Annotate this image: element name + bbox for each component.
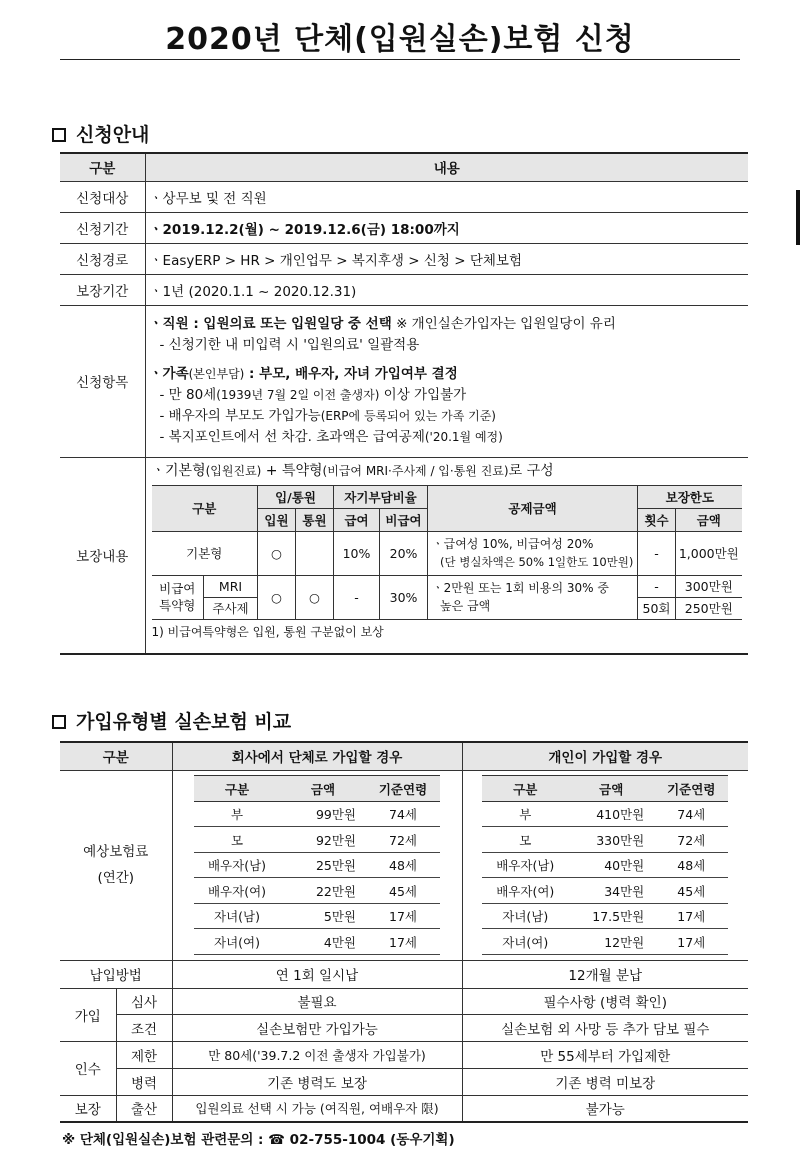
rider-out: ○ — [296, 575, 334, 619]
basic-deduct-line1: ㆍ급여성 10%, 비급여성 20% — [432, 537, 594, 551]
rider-mri-amount: 300만원 — [676, 575, 742, 597]
premium-label-line2: (연간) — [97, 870, 135, 886]
limit-individual: 만 55세부터 가입제한 — [462, 1041, 748, 1068]
basic-plan-name: 기본형 — [152, 531, 258, 575]
header-category: 구분 — [60, 153, 145, 181]
rider-noncovered: 30% — [380, 575, 428, 619]
group-age: 74세 — [366, 801, 440, 827]
limit-label: 제한 — [116, 1041, 172, 1068]
coverage-header-covered: 급여 — [334, 508, 380, 531]
table-row — [194, 827, 440, 853]
coverage-header-category: 구분 — [152, 485, 258, 531]
section-heading-comparison: 가입유형별 실손보험 비교 — [52, 707, 291, 734]
table-row — [194, 878, 440, 904]
basic-deduct — [428, 531, 638, 575]
basic-deduct-line2: (단 병실차액은 50% 1일한도 10만원) — [440, 555, 634, 569]
group-amount: 4만원 — [280, 929, 366, 955]
rider-in: ○ — [258, 575, 296, 619]
table-row — [482, 827, 728, 853]
coverage-header-in: 입원 — [258, 508, 296, 531]
employee-note: ※ 개인실손가입자는 입원일당이 유리 — [396, 316, 616, 332]
rider-deduct — [428, 575, 638, 619]
group-amount: 22만원 — [280, 878, 366, 904]
row-value-period: ㆍ2019.12.2(월) ~ 2019.12.6(금) 18:00까지 — [145, 212, 748, 243]
limit-group: 만 80세('39.7.2 이전 출생자 가입불가) — [172, 1041, 462, 1068]
group-who: 부 — [194, 801, 280, 827]
individual-mini-header-category: 구분 — [482, 776, 568, 802]
group-age: 17세 — [366, 903, 440, 929]
group-mini-header-category: 구분 — [194, 776, 280, 802]
individual-premium-table — [482, 775, 728, 955]
application-guide-table — [60, 152, 748, 655]
basic-out — [296, 531, 334, 575]
group-amount: 99만원 — [280, 801, 366, 827]
table-row — [194, 801, 440, 827]
childbirth-label: 출산 — [116, 1095, 172, 1122]
individual-who: 부 — [482, 801, 568, 827]
coverage-header-count: 횟수 — [638, 508, 676, 531]
condition-individual: 실손보험 외 사망 등 추가 담보 필수 — [462, 1014, 748, 1041]
individual-amount: 330만원 — [568, 827, 654, 853]
individual-who: 배우자(여) — [482, 878, 568, 904]
family-sub2-b: (ERP에 등록되어 있는 가족 기준) — [320, 409, 496, 423]
group-amount: 25만원 — [280, 852, 366, 878]
table-row — [482, 852, 728, 878]
history-individual: 기존 병력 미보장 — [462, 1068, 748, 1095]
row-value-path: ㆍEasyERP > HR > 개인업무 > 복지후생 > 신청 > 단체보험 — [145, 243, 748, 274]
payment-group: 연 1회 일시납 — [172, 960, 462, 988]
row-label-coverage-period: 보장기간 — [60, 274, 145, 305]
family-sub3-a: - 복지포인트에서 선 차감. 초과액은 급여공제 — [159, 429, 425, 445]
rider-injection-amount: 250만원 — [676, 597, 742, 619]
side-tab-marker — [796, 190, 800, 245]
individual-age: 48세 — [654, 852, 728, 878]
coverage-intro-e: 로 구성 — [508, 462, 554, 479]
employee-sub: - 신청기한 내 미입력 시 '입원의료' 일괄적용 — [159, 337, 420, 353]
individual-mini-header-amount: 금액 — [568, 776, 654, 802]
individual-who: 자녀(여) — [482, 929, 568, 955]
table-row — [482, 903, 728, 929]
rider-name-line2: 특약형 — [159, 598, 196, 613]
table-row — [482, 878, 728, 904]
title-divider — [60, 59, 740, 60]
group-premium-table — [194, 775, 440, 955]
review-label: 심사 — [116, 988, 172, 1014]
premium-label-line1: 예상보험료 — [83, 844, 149, 860]
group-premium-cell — [172, 770, 462, 960]
family-prefix: ㆍ가족 — [149, 366, 189, 382]
individual-amount: 34만원 — [568, 878, 654, 904]
group-age: 17세 — [366, 929, 440, 955]
group-mini-header-amount: 금액 — [280, 776, 366, 802]
childbirth-individual: 불가능 — [462, 1095, 748, 1122]
group-age: 72세 — [366, 827, 440, 853]
individual-premium-cell — [462, 770, 748, 960]
coverage-header-inout: 입/통원 — [258, 485, 334, 508]
group-who: 배우자(남) — [194, 852, 280, 878]
family-paren: (본인부담) — [188, 367, 245, 381]
basic-noncovered: 20% — [380, 531, 428, 575]
group-mini-header-age: 기준연령 — [366, 776, 440, 802]
rider-mri: MRI — [204, 575, 258, 597]
history-group: 기존 병력도 보장 — [172, 1068, 462, 1095]
group-age: 45세 — [366, 878, 440, 904]
family-sub1-c: 이상 가입불가 — [379, 387, 467, 403]
table-row — [482, 801, 728, 827]
group-who: 자녀(여) — [194, 929, 280, 955]
group-who: 배우자(여) — [194, 878, 280, 904]
phone-icon: ☎ — [268, 1132, 285, 1148]
coverage-header-amount: 금액 — [676, 508, 742, 531]
individual-amount: 40만원 — [568, 852, 654, 878]
row-value-coverage-period: ㆍ1년 (2020.1.1 ~ 2020.12.31) — [145, 274, 748, 305]
acceptance-label: 인수 — [60, 1041, 116, 1095]
coverage-header-noncovered: 비급여 — [380, 508, 428, 531]
basic-count: - — [638, 531, 676, 575]
coverage-header-limit: 보장한도 — [638, 485, 742, 508]
header-content: 내용 — [145, 153, 748, 181]
individual-who: 모 — [482, 827, 568, 853]
table-row — [194, 852, 440, 878]
individual-mini-header-age: 기준연령 — [654, 776, 728, 802]
employee-option: ㆍ직원 : 입원의료 또는 입원일당 중 선택 — [149, 316, 392, 332]
family-sub1-b: (1939년 7월 2일 이전 출생자) — [216, 388, 380, 402]
comparison-header-category: 구분 — [60, 742, 172, 770]
family-sub2-a: - 배우자의 부모도 가입가능 — [159, 408, 321, 424]
individual-amount: 12만원 — [568, 929, 654, 955]
row-value-items — [145, 305, 748, 457]
group-amount: 92만원 — [280, 827, 366, 853]
coverage-intro-a: ㆍ기본형 — [151, 462, 206, 479]
row-label-path: 신청경로 — [60, 243, 145, 274]
checkbox-square-icon — [52, 715, 66, 729]
rider-injection-count: 50회 — [638, 597, 676, 619]
group-who: 모 — [194, 827, 280, 853]
contact-info — [62, 1128, 455, 1148]
page-title: 2020년 단체(입원실손)보험 신청 — [165, 22, 635, 57]
coverage-footnote: 1) 비급여특약형은 입원, 통원 구분없이 보상 — [151, 624, 384, 639]
childbirth-group: 입원의료 선택 시 가능 (여직원, 여배우자 限) — [172, 1095, 462, 1122]
review-individual: 필수사항 (병력 확인) — [462, 988, 748, 1014]
rider-plan-name — [152, 575, 204, 619]
individual-who: 자녀(남) — [482, 903, 568, 929]
row-value-target: ㆍ상무보 및 전 직원 — [145, 181, 748, 212]
table-row — [482, 929, 728, 955]
basic-in: ○ — [258, 531, 296, 575]
family-sub1-a: - 만 80세 — [159, 387, 217, 403]
join-label: 가입 — [60, 988, 116, 1041]
individual-amount: 410만원 — [568, 801, 654, 827]
coverage-header-deduct: 공제금액 — [428, 485, 638, 531]
coverage-detail-table — [152, 485, 742, 620]
individual-age: 74세 — [654, 801, 728, 827]
row-label-items: 신청항목 — [60, 305, 145, 457]
row-value-coverage — [145, 457, 748, 654]
coverage-label: 보장 — [60, 1095, 116, 1122]
rider-injection: 주사제 — [204, 597, 258, 619]
coverage-header-out: 통원 — [296, 508, 334, 531]
individual-age: 17세 — [654, 929, 728, 955]
history-label: 병력 — [116, 1068, 172, 1095]
comparison-header-individual: 개인이 가입할 경우 — [462, 742, 748, 770]
individual-amount: 17.5만원 — [568, 903, 654, 929]
coverage-intro-d: (비급여 MRI·주사제 / 입·통원 진료) — [322, 463, 509, 478]
group-age: 48세 — [366, 852, 440, 878]
premium-label — [60, 770, 172, 960]
rider-mri-count: - — [638, 575, 676, 597]
review-group: 불필요 — [172, 988, 462, 1014]
coverage-intro-b: (입원진료) — [205, 463, 262, 478]
basic-covered: 10% — [334, 531, 380, 575]
individual-age: 45세 — [654, 878, 728, 904]
rider-deduct-line2: 높은 금액 — [440, 599, 491, 613]
individual-age: 72세 — [654, 827, 728, 853]
payment-individual: 12개월 분납 — [462, 960, 748, 988]
row-label-target: 신청대상 — [60, 181, 145, 212]
rider-name-line1: 비급여 — [159, 581, 196, 596]
table-row — [194, 903, 440, 929]
condition-label: 조건 — [116, 1014, 172, 1041]
checkbox-square-icon — [52, 128, 66, 142]
comparison-table — [60, 741, 748, 1123]
basic-amount: 1,000만원 — [676, 531, 742, 575]
group-who: 자녀(남) — [194, 903, 280, 929]
family-sub3-b: ('20.1월 예정) — [424, 430, 503, 444]
group-amount: 5만원 — [280, 903, 366, 929]
coverage-intro-c: + 특약형 — [261, 462, 323, 479]
section-heading-application-guide: 신청안내 — [52, 120, 149, 147]
coverage-header-copay: 자기부담비율 — [334, 485, 428, 508]
family-option: : 부모, 배우자, 자녀 가입여부 결정 — [244, 366, 458, 382]
payment-label: 납입방법 — [60, 960, 172, 988]
row-label-coverage: 보장내용 — [60, 457, 145, 654]
contact-prefix: ※ 단체(입원실손)보험 관련문의 : — [62, 1132, 269, 1148]
rider-deduct-line1: ㆍ2만원 또는 1회 비용의 30% 중 — [432, 581, 609, 595]
contact-phone: 02-755-1004 (동우기획) — [284, 1132, 455, 1148]
individual-who: 배우자(남) — [482, 852, 568, 878]
individual-age: 17세 — [654, 903, 728, 929]
table-row — [194, 929, 440, 955]
condition-group: 실손보험만 가입가능 — [172, 1014, 462, 1041]
comparison-header-group: 회사에서 단체로 가입할 경우 — [172, 742, 462, 770]
rider-covered: - — [334, 575, 380, 619]
row-label-period: 신청기간 — [60, 212, 145, 243]
